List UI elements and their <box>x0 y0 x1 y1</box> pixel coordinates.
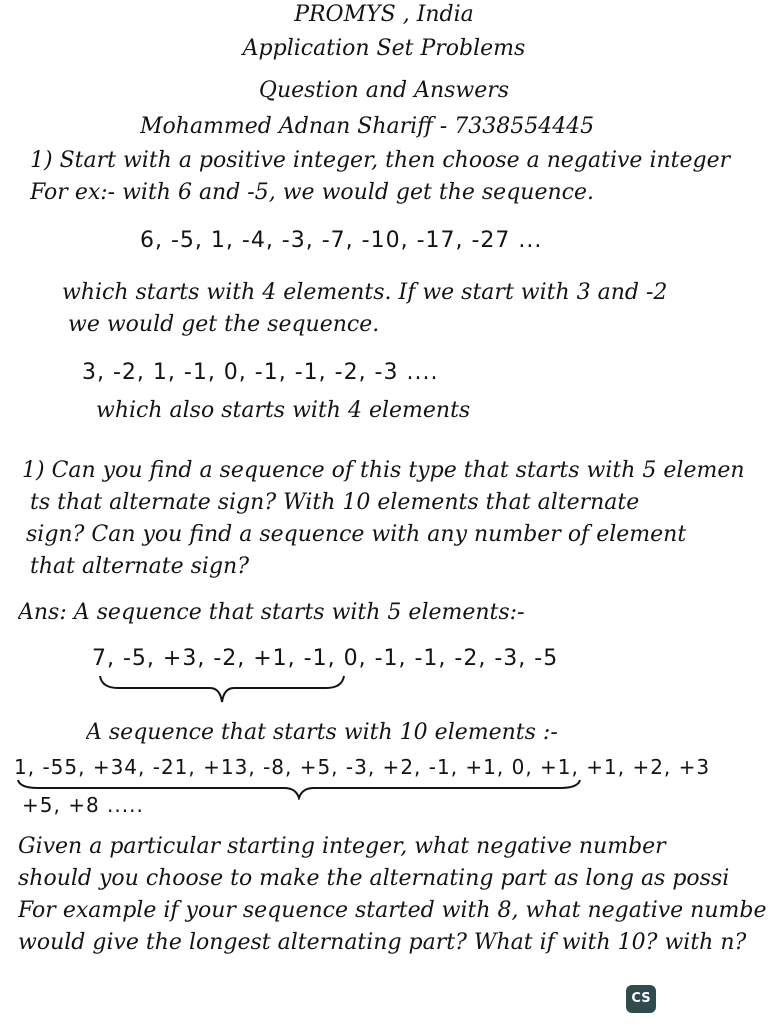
problem2-line3: For example if your sequence started with 8, what negative numbe <box>18 898 767 923</box>
problem2-line4: would give the longest alternating part? What if with 10? with n? <box>18 930 747 955</box>
problem1-line1: 1) Start with a positive integer, then choose a negative integer <box>30 148 731 173</box>
question-line3: sign? Can you find a sequence with any number of element <box>26 522 687 547</box>
problem1-line3: which starts with 4 elements. If we start with 3 and -2 <box>62 280 668 305</box>
header-title: PROMYS , India <box>294 2 474 27</box>
question-line1: 1) Can you find a sequence of this type that starts with 5 elemen <box>22 458 745 483</box>
problem1-line2: For ex:- with 6 and -5, we would get the sequence. <box>30 180 594 205</box>
answer-line1: Ans: A sequence that starts with 5 elements:- <box>18 600 525 625</box>
header-qa: Question and Answers <box>258 78 510 103</box>
question-line4: that alternate sign? <box>30 554 250 579</box>
problem1-line5: which also starts with 4 elements <box>96 398 471 423</box>
header-subtitle: Application Set Problems <box>242 36 526 61</box>
answer-sequence3: +5, +8 ..... <box>22 793 144 817</box>
problem2-line2: should you choose to make the alternating part as long as possi <box>18 866 730 891</box>
answer-sequence1: 7, -5, +3, -2, +1, -1, 0, -1, -1, -2, -3, -5 <box>92 646 559 671</box>
curly-brace-five <box>96 672 348 706</box>
camscanner-logo: CS <box>626 985 656 1013</box>
question-line2: ts that alternate sign? With 10 elements that alternate <box>30 490 640 515</box>
problem1-sequence1: 6, -5, 1, -4, -3, -7, -10, -17, -27 ... <box>140 228 543 253</box>
answer-line2: A sequence that starts with 10 elements :- <box>86 720 558 745</box>
problem1-sequence2: 3, -2, 1, -1, 0, -1, -1, -2, -3 .... <box>82 360 439 385</box>
problem2-line1: Given a particular starting integer, what negative number <box>18 834 666 859</box>
header-author: Mohammed Adnan Shariff - 7338554445 <box>140 114 595 139</box>
answer-sequence2: 1, -55, +34, -21, +13, -8, +5, -3, +2, -1, +1, 0, +1, +1, +2, +3 <box>14 755 711 779</box>
problem1-line4: we would get the sequence. <box>68 312 380 337</box>
